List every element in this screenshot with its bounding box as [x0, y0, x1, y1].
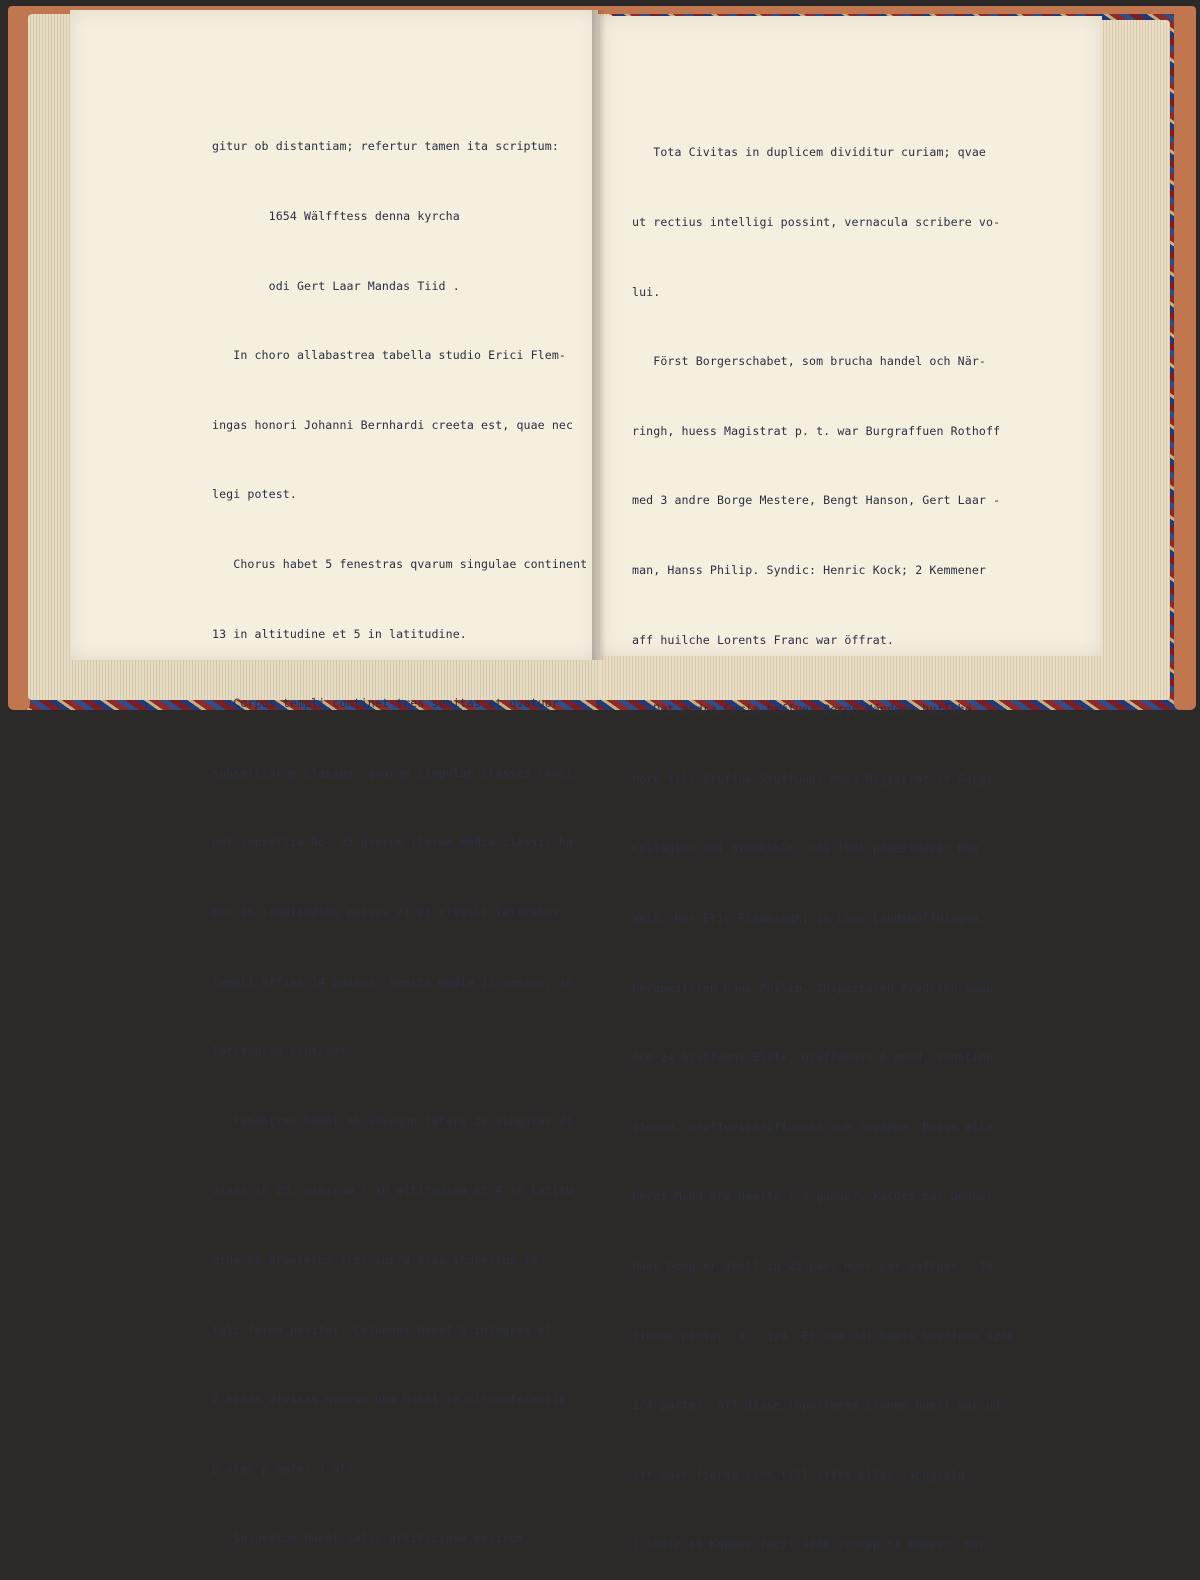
right-line: l schip tt Kopper facit 1200 schipp tt kopper. Her: [632, 1537, 987, 1552]
left-line: bet in longitudine passus 21 et classis lateribus: [212, 904, 559, 919]
left-line: Fenestras habet ab utvoque latere 10 singulas di-: [212, 1113, 581, 1128]
left-line: 2 binas divisas qvarum una habet in circumferentia: [212, 1392, 567, 1407]
right-line: höre till Gruffue Stuffuan; hues Magistrat er Bergs: [632, 771, 994, 786]
left-line: 1654 Wälfftess denna kyrcha: [212, 209, 460, 223]
right-line: steren, Gruffueschriffueren och fogdene. Desse alle: [632, 1119, 994, 1134]
left-line: visas in 28, nimirum 7 in altitudina et 4 in latitu-: [212, 1183, 581, 1198]
right-line: lui.: [632, 284, 661, 299]
left-line: dine et praeterea tres supra tres ingressus in: [212, 1252, 538, 1267]
left-line: Chorus habet 5 fenestras qvarum singulae continent: [212, 556, 588, 571]
left-line: odi Gert Laar Mandas Tiid .: [212, 278, 460, 293]
right-line: ut rectius intelligi possint, vernacula scribere vo-: [632, 215, 1001, 229]
left-line: legi potest.: [212, 487, 297, 502]
top-right-leather: [596, 6, 1196, 14]
left-line: Suggestum habet satis artificiose excisum.: [212, 1531, 531, 1546]
left-line: subselliorum classes, qvarum singulae classes conti-: [212, 765, 581, 780]
right-line: Bergmesteren Hans Philip, Inspectoren Fredrich Swab,: [632, 980, 1001, 995]
right-line: ringh, huess Magistrat p. t. war Burgraffuen Rothoff: [632, 423, 1001, 438]
left-line: ingas honori Johanni Bernhardi creeta est, quae nec: [212, 417, 574, 432]
right-line: man, Hanss Philip. Syndic: Henric Kock; 2 Kemmener: [632, 562, 987, 577]
left-line: net subsellia No. 33 qvorum iterum media classis ha-: [212, 835, 581, 850]
right-line: med 3 andre Borge Mestere, Bengt Hanson, Gert Laar -: [632, 493, 1001, 508]
left-line: gitur ob distantiam; refertur tamen ita scriptum:: [212, 139, 559, 154]
left-line: p oter p opter 7 uln.: [212, 1461, 361, 1476]
right-line: huer Gong er deelt in 25 par, Huer par haffuer 16: [632, 1258, 994, 1273]
left-leather-edge: [8, 6, 30, 710]
left-line: latitudine continet.: [212, 1044, 354, 1059]
right-line: Collegium odi Stockholm, odi thet praesiderar Hög: [632, 841, 979, 856]
right-line: Det andra Curia haffuer Bergs Mändene huilche: [632, 702, 972, 717]
right-line: 1/4 parter, Aff disse inporteras Cronen huert aar ud-: [632, 1398, 1008, 1413]
right-page-text: [632, 95, 1014, 1580]
left-line: templi affixa 14 passus. Semita media 12 passus, in: [212, 974, 574, 989]
right-line: Först Borgerschabet, som brucha handel och När-: [632, 354, 987, 369]
left-line: In choro allabastrea tabella studio Erici Flem-: [212, 348, 567, 363]
right-leather-edge: [1174, 6, 1196, 710]
left-page-text: [212, 89, 587, 1574]
book-gutter: [592, 10, 606, 660]
right-line: fierde parter 0 : 1/4 Er saa odi heele Gruffuen 1200: [632, 1328, 1015, 1343]
right-line: aff huer fierde part till affre eller landgield.: [632, 1467, 972, 1482]
right-line: dee 24 Gruffuens Elste, Gruffuenss 6 mend, Konstine-: [632, 1050, 1001, 1065]
right-line: Bergs Mend ere deelte i 3 gonger, kaldes par Gonger,: [632, 1189, 1001, 1204]
right-line: Tota Civitas in duplicem dividitur curiam; qvae: [632, 145, 987, 160]
left-line: tali forma positas. Columnas habet 8 integras et: [212, 1322, 552, 1337]
right-line: Welb. Her Eric Flemmingh; in Loco LandsHöffdingen.: [632, 910, 987, 925]
left-line: 13 in altitudine et 5 in latitudine.: [212, 626, 467, 641]
left-line: Corpus templi continet tres semitas et qvatuor: [212, 696, 559, 711]
right-line: aff huilche Lorents Franc war öffrat.: [632, 632, 894, 647]
